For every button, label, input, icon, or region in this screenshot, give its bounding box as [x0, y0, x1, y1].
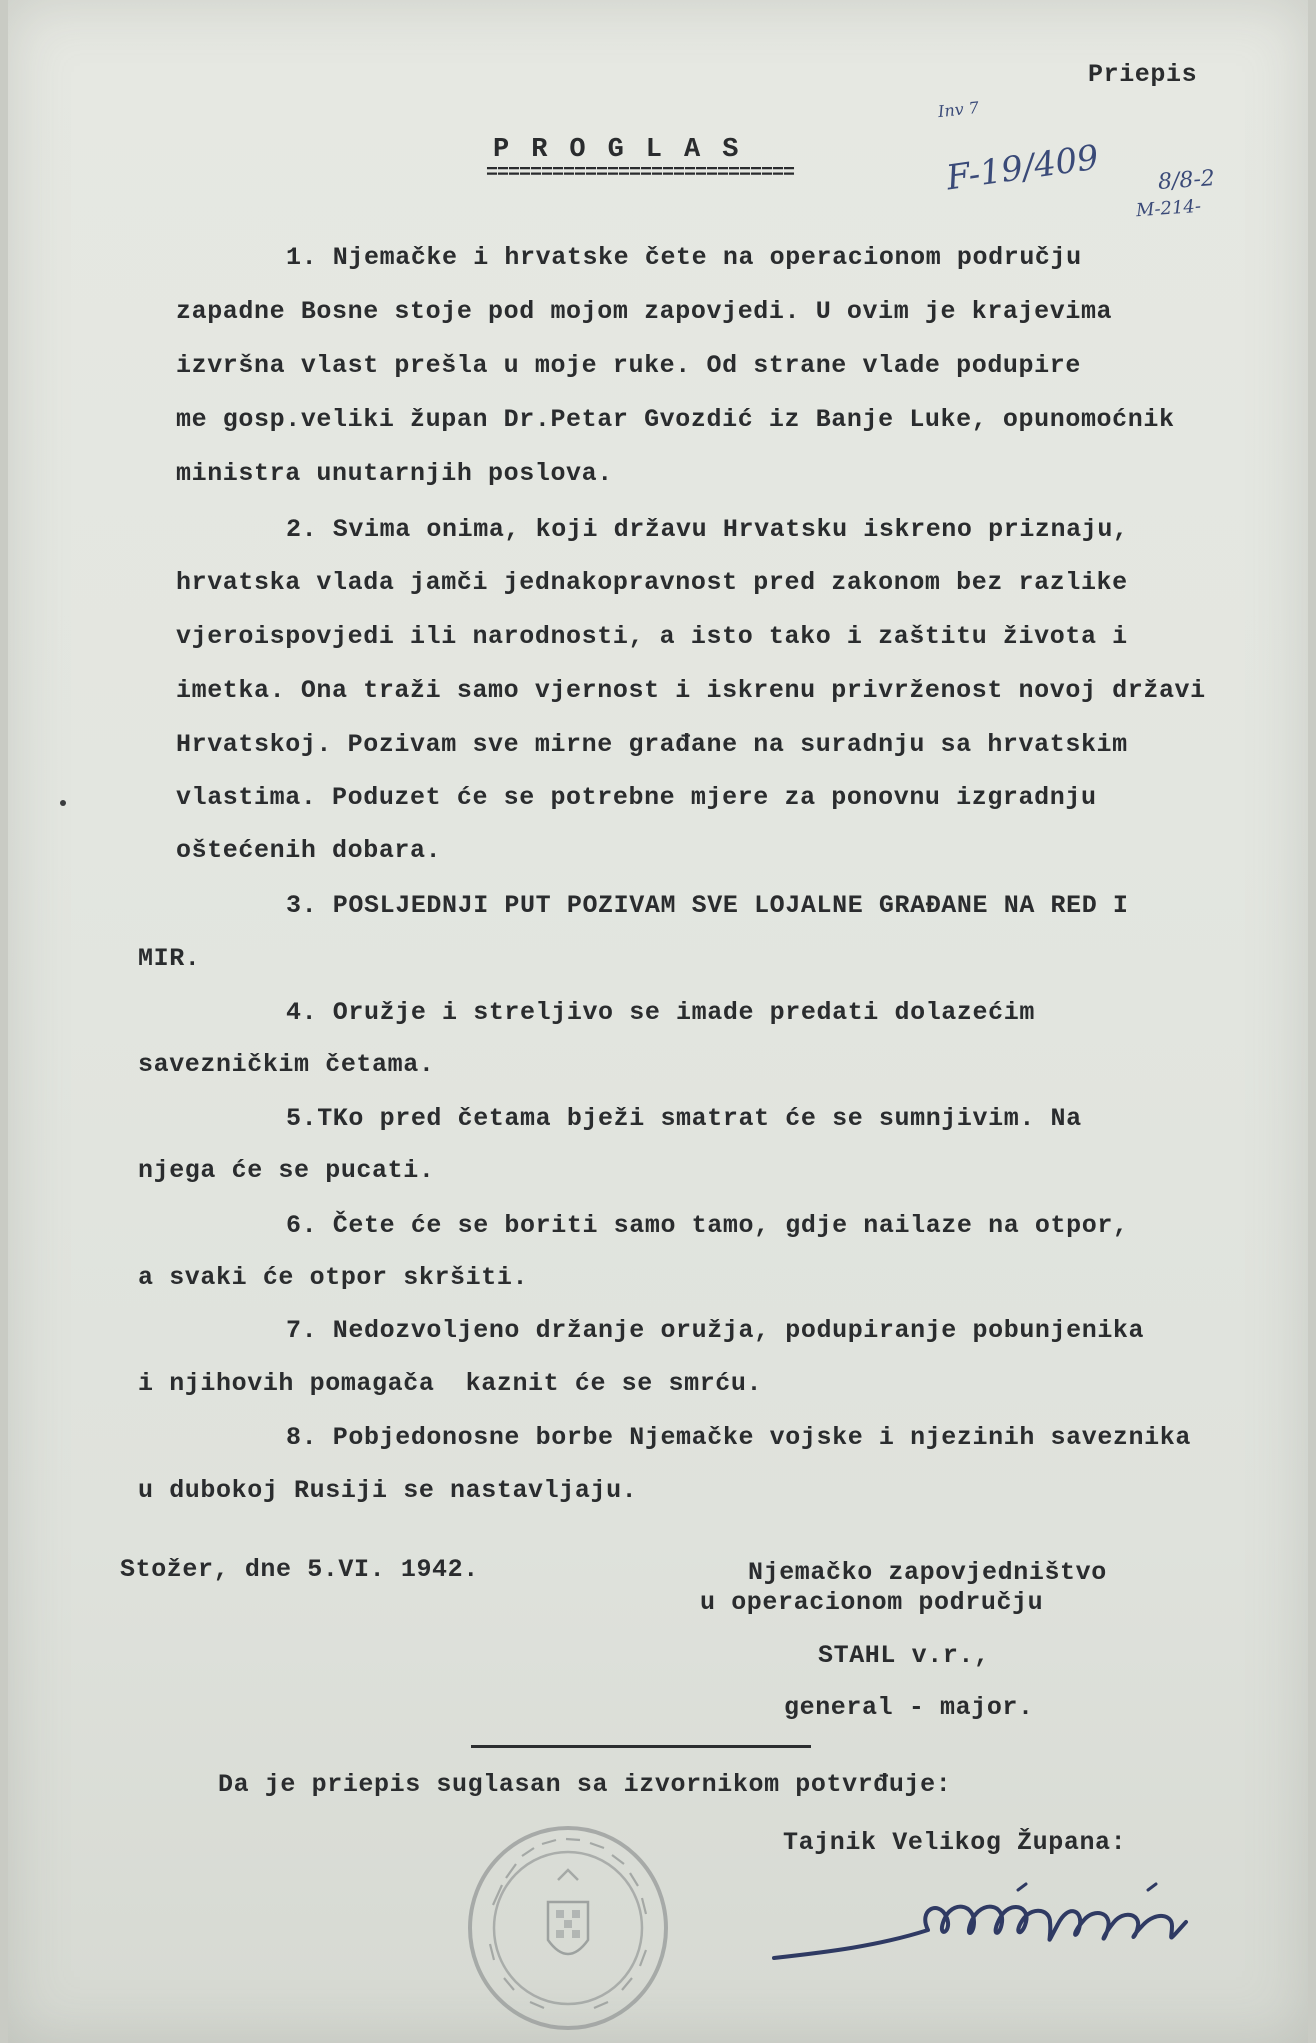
para-7-line-2: i njihovih pomagača kaznit će se smrću. [138, 1369, 763, 1398]
para-7-line-1: 7. Nedozvoljeno držanje oružja, podupiranje pobunjenika [286, 1316, 1145, 1345]
para-1-line-5: ministra unutarnjih poslova. [176, 459, 613, 488]
para-2-line-2: hrvatska vlada jamči jednakopravnost pred zakonom bez razlike [176, 568, 1128, 597]
para-2-line-6: vlastima. Poduzet će se potrebne mjere za ponovnu izgradnju [176, 783, 1097, 812]
para-2-line-3: vjeroispovjedi ili narodnosti, a isto tako i zaštitu života i [176, 622, 1128, 651]
para-2-line-4: imetka. Ona traži samo vjernost i iskrenu privrženost novoj državi [176, 676, 1206, 705]
para-4-line-1: 4. Oružje i streljivo se imade predati dolazećim [286, 998, 1035, 1027]
para-1-line-4: me gosp.veliki župan Dr.Petar Gvozdić iz Banje Luke, opunomoćnik [176, 405, 1175, 434]
archive-note-right-1: 8/8-2 [1157, 166, 1216, 195]
para-2-line-1: 2. Svima onima, koji državu Hrvatsku iskreno priznaju, [286, 515, 1129, 544]
para-4-line-2: savezničkim četama. [138, 1050, 435, 1079]
para-1-line-3: izvršna vlast prešla u moje ruke. Od strane vlade podupire [176, 351, 1081, 380]
para-5-line-1: 5.TKo pred četama bježi smatrat će se sumnjivim. Na [286, 1104, 1082, 1133]
signer-name: STAHL v.r., [818, 1641, 990, 1670]
certification-statement: Da je priepis suglasan sa izvornikom potvrđuje: [218, 1770, 952, 1799]
separator-rule [471, 1745, 811, 1748]
para-6-line-2: a svaki će otpor skršiti. [138, 1263, 529, 1292]
para-1-line-1: 1. Njemačke i hrvatske čete na operacionom području [286, 243, 1082, 272]
para-3-line-2: MIR. [138, 944, 201, 973]
para-3-line-1: 3. POSLJEDNJI PUT POZIVAM SVE LOJALNE GRAĐANE NA RED I [286, 891, 1129, 920]
official-seal-stamp [448, 1810, 688, 2040]
para-2-line-5: Hrvatskoj. Pozivam sve mirne građane na suradnju sa hrvatskim [176, 730, 1128, 759]
para-1-line-2: zapadne Bosne stoje pod mojom zapovjedi. U ovim je krajevima [176, 297, 1113, 326]
command-line-2: u operacionom području [700, 1588, 1044, 1617]
place-date: Stožer, dne 5.VI. 1942. [120, 1555, 479, 1584]
archive-note-top: Inv 7 [937, 97, 980, 122]
secretary-signature [768, 1860, 1228, 1970]
para-6-line-1: 6. Čete će se boriti samo tamo, gdje nailaze na otpor, [286, 1211, 1129, 1240]
para-5-line-2: njega će se pucati. [138, 1156, 435, 1185]
archive-note-right-2: M-214- [1135, 195, 1202, 222]
margin-dot [60, 800, 66, 806]
para-2-line-7: oštećenih dobara. [176, 836, 442, 865]
document-page [8, 0, 1308, 2043]
title-underline: ============================ [486, 162, 795, 185]
para-8-line-2: u dubokoj Rusiji se nastavljaju. [138, 1476, 638, 1505]
secretary-title: Tajnik Velikog Župana: [783, 1828, 1127, 1857]
document-title: PROGLAS [493, 135, 761, 165]
command-line-1: Njemačko zapovjedništvo [748, 1558, 1107, 1587]
archive-number: F-19/409 [943, 137, 1102, 199]
para-8-line-1: 8. Pobjedonosne borbe Njemačke vojske i njezinih saveznika [286, 1423, 1191, 1452]
copy-mark: Priepis [1088, 60, 1198, 89]
signer-rank: general - major. [784, 1693, 1034, 1722]
